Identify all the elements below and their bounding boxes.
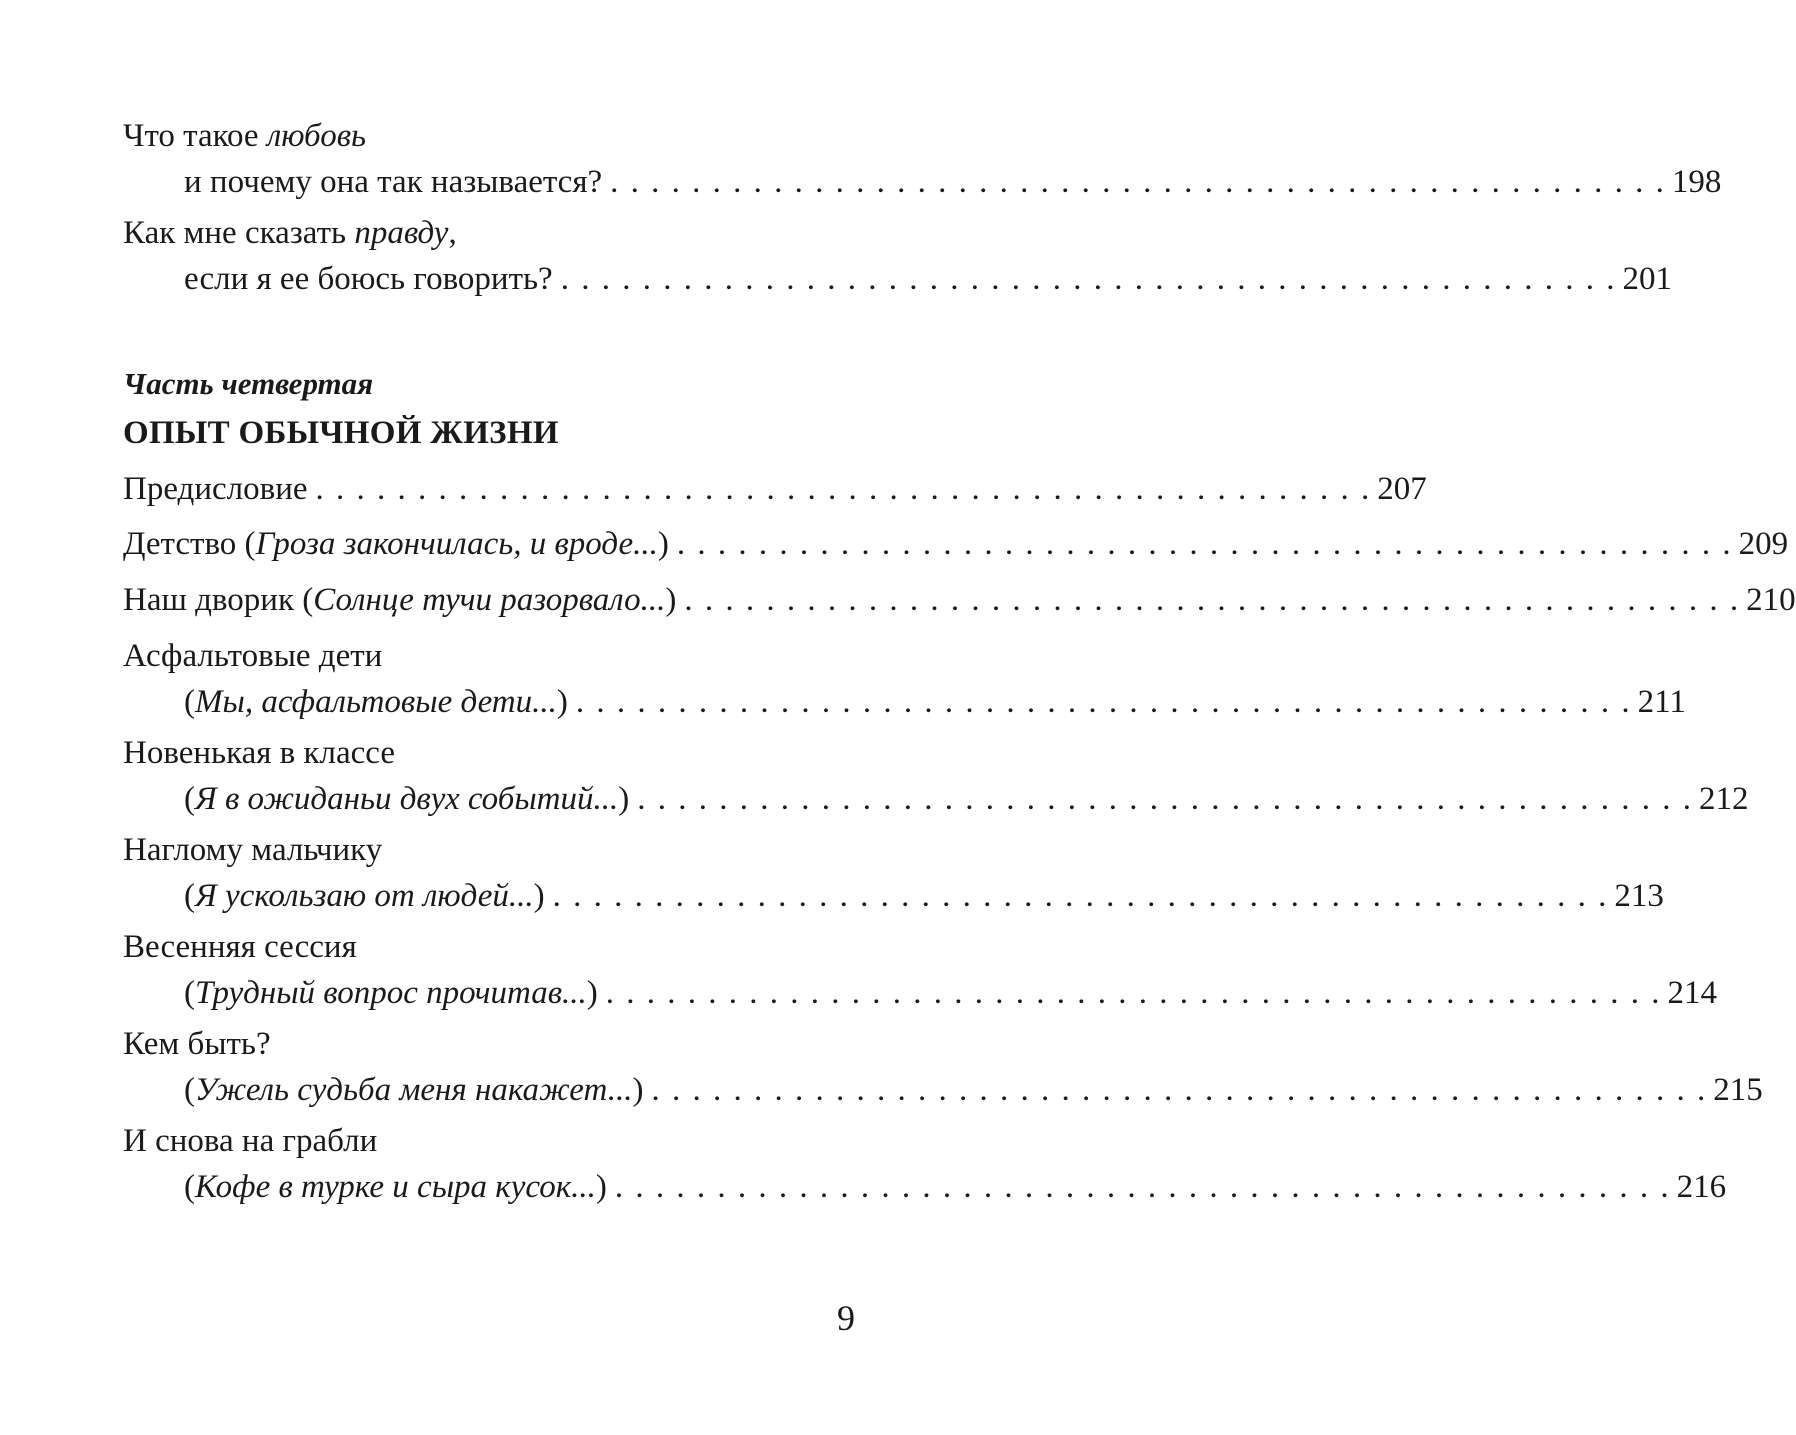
toc-entry-subtitle: и почему она так называется? [184, 164, 603, 200]
toc-entry-subtitle: если я ее боюсь говорить? [184, 261, 553, 297]
toc-entry-title-text: Как мне сказать [123, 215, 355, 251]
toc-page-number: 216 [1676, 1169, 1727, 1205]
toc-entry-title: Новенькая в классе [123, 735, 396, 771]
toc-entry-title [123, 577, 676, 623]
toc-page-number: 211 [1637, 684, 1686, 720]
part-label: Часть четвертая [123, 366, 374, 401]
toc-entry-first-line-text: Ужель судьба меня накажет... [195, 1072, 633, 1108]
toc-entry-title: И снова на грабли [123, 1123, 378, 1159]
toc-entry [123, 521, 1789, 567]
toc-entry-line [123, 970, 1718, 1016]
toc-entry-first-line-text: Кофе в турке и сыра кусок... [195, 1169, 596, 1205]
toc-entry-first-line: (Ужель судьба меня накажет...) [184, 1072, 644, 1108]
toc-entry-title: Весенняя сессия [123, 929, 357, 965]
toc-page-number: 213 [1614, 878, 1664, 914]
toc-page-number: 215 [1713, 1072, 1763, 1108]
toc-entry-title-text: Детство ( [123, 526, 256, 562]
toc-entry-first-line-text: Я ускользаю от людей... [195, 878, 534, 914]
toc-entry [123, 1021, 1763, 1113]
toc-entry-title: Кем быть? [123, 1026, 271, 1062]
dot-leader: . . . . . . . . . . . . . . . . . . . . . . . . . . . . . . . . . . . . . . . . . . . . . . . . . . . . [676, 526, 1733, 562]
part-title: ОПЫТ ОБЫЧНОЙ ЖИЗНИ [123, 415, 559, 451]
toc-page-number: 207 [1377, 471, 1427, 507]
toc-page-number: 209 [1738, 526, 1789, 562]
toc-entry-first-line: Гроза закончилась, и вроде... [255, 526, 658, 562]
toc-entry [123, 210, 1672, 302]
dot-leader: . . . . . . . . . . . . . . . . . . . . . . . . . . . . . . . . . . . . . . . . . . . . . . . . . . . . [637, 781, 1694, 817]
toc-entry-first-line-text: Мы, асфальтовые дети... [195, 684, 557, 720]
toc-entry-title: Наглому мальчику [123, 832, 383, 868]
dot-leader: . . . . . . . . . . . . . . . . . . . . . . . . . . . . . . . . . . . . . . . . . . . . . . . . . . . . [560, 261, 1617, 297]
toc-page-number: 201 [1622, 261, 1672, 297]
dot-leader: . . . . . . . . . . . . . . . . . . . . . . . . . . . . . . . . . . . . . . . . . . . . . . . . . . . . [651, 1072, 1708, 1108]
toc-entry-line [123, 256, 1672, 302]
toc-entry-title-text: Наш дворик ( [123, 582, 314, 618]
dot-leader: . . . . . . . . . . . . . . . . . . . . . . . . . . . . . . . . . . . . . . . . . . . . . . . . . . . . [614, 1169, 1671, 1205]
dot-leader: . . . . . . . . . . . . . . . . . . . . . . . . . . . . . . . . . . . . . . . . . . . . . . . . . . . . [315, 471, 1372, 507]
toc-entry-line [123, 466, 1427, 512]
dot-leader: . . . . . . . . . . . . . . . . . . . . . . . . . . . . . . . . . . . . . . . . . . . . . . . . . . . . [684, 582, 1741, 618]
toc-entry-line [123, 1164, 1727, 1210]
toc-entry-first-line: (Мы, асфальтовые дети...) [184, 684, 568, 720]
page-number: 9 [837, 1298, 855, 1338]
toc-entry-title-punct: ) [657, 526, 669, 562]
toc-entry-first-line: (Я ускользаю от людей...) [184, 878, 545, 914]
toc-page-number: 198 [1671, 164, 1722, 200]
toc-entry-title-emphasis: любовь [266, 118, 367, 154]
toc-entry-title-emphasis: правду [354, 215, 449, 251]
toc-entry-line [123, 577, 1796, 623]
toc-entry [123, 730, 1749, 822]
toc-entry [123, 1118, 1727, 1210]
toc-entry-title [123, 210, 855, 256]
toc-entry-first-line: (Я в ожиданьи двух событий...) [184, 781, 630, 817]
toc-page-number: 210 [1746, 582, 1796, 618]
toc-entry-line [123, 873, 1664, 919]
toc-entry-title: Асфальтовые дети [123, 638, 383, 674]
toc-entry-line [123, 679, 1686, 725]
toc-entry [123, 113, 1722, 205]
toc-entry-title [123, 521, 669, 567]
toc-entry [123, 924, 1718, 1016]
toc-entry [123, 633, 1686, 725]
dot-leader: . . . . . . . . . . . . . . . . . . . . . . . . . . . . . . . . . . . . . . . . . . . . . . . . . . . . [552, 878, 1609, 914]
toc-entry-line [123, 159, 1722, 205]
toc-entry-first-line: (Трудный вопрос прочитав...) [184, 975, 598, 1011]
toc-entry-line [123, 521, 1789, 567]
toc-entry [123, 577, 1796, 623]
toc-entry [123, 466, 1427, 512]
toc-entry-title-punct: , [448, 215, 457, 251]
toc-entry-line [123, 776, 1749, 822]
toc-entry-first-line: Солнце тучи разорвало... [313, 582, 666, 618]
toc-entry-title: Предисловие [123, 471, 308, 507]
dot-leader: . . . . . . . . . . . . . . . . . . . . . . . . . . . . . . . . . . . . . . . . . . . . . . . . . . . . [605, 975, 1662, 1011]
dot-leader: . . . . . . . . . . . . . . . . . . . . . . . . . . . . . . . . . . . . . . . . . . . . . . . . . . . . [575, 684, 1632, 720]
toc-entry-title-text: Что такое [123, 118, 267, 154]
toc-page-number: 214 [1667, 975, 1718, 1011]
toc-entry-line [123, 1067, 1763, 1113]
toc-entry-title [123, 113, 855, 159]
toc-entry-first-line-text: Трудный вопрос прочитав... [195, 975, 587, 1011]
toc-entry-first-line: (Кофе в турке и сыра кусок...) [184, 1169, 607, 1205]
toc-page-number: 212 [1699, 781, 1749, 817]
toc-entry-title-punct: ) [665, 582, 677, 618]
toc-entry-first-line-text: Я в ожиданьи двух событий... [195, 781, 619, 817]
dot-leader: . . . . . . . . . . . . . . . . . . . . . . . . . . . . . . . . . . . . . . . . . . . . . . . . . . . . [610, 164, 1666, 200]
toc-entry [123, 827, 1664, 919]
